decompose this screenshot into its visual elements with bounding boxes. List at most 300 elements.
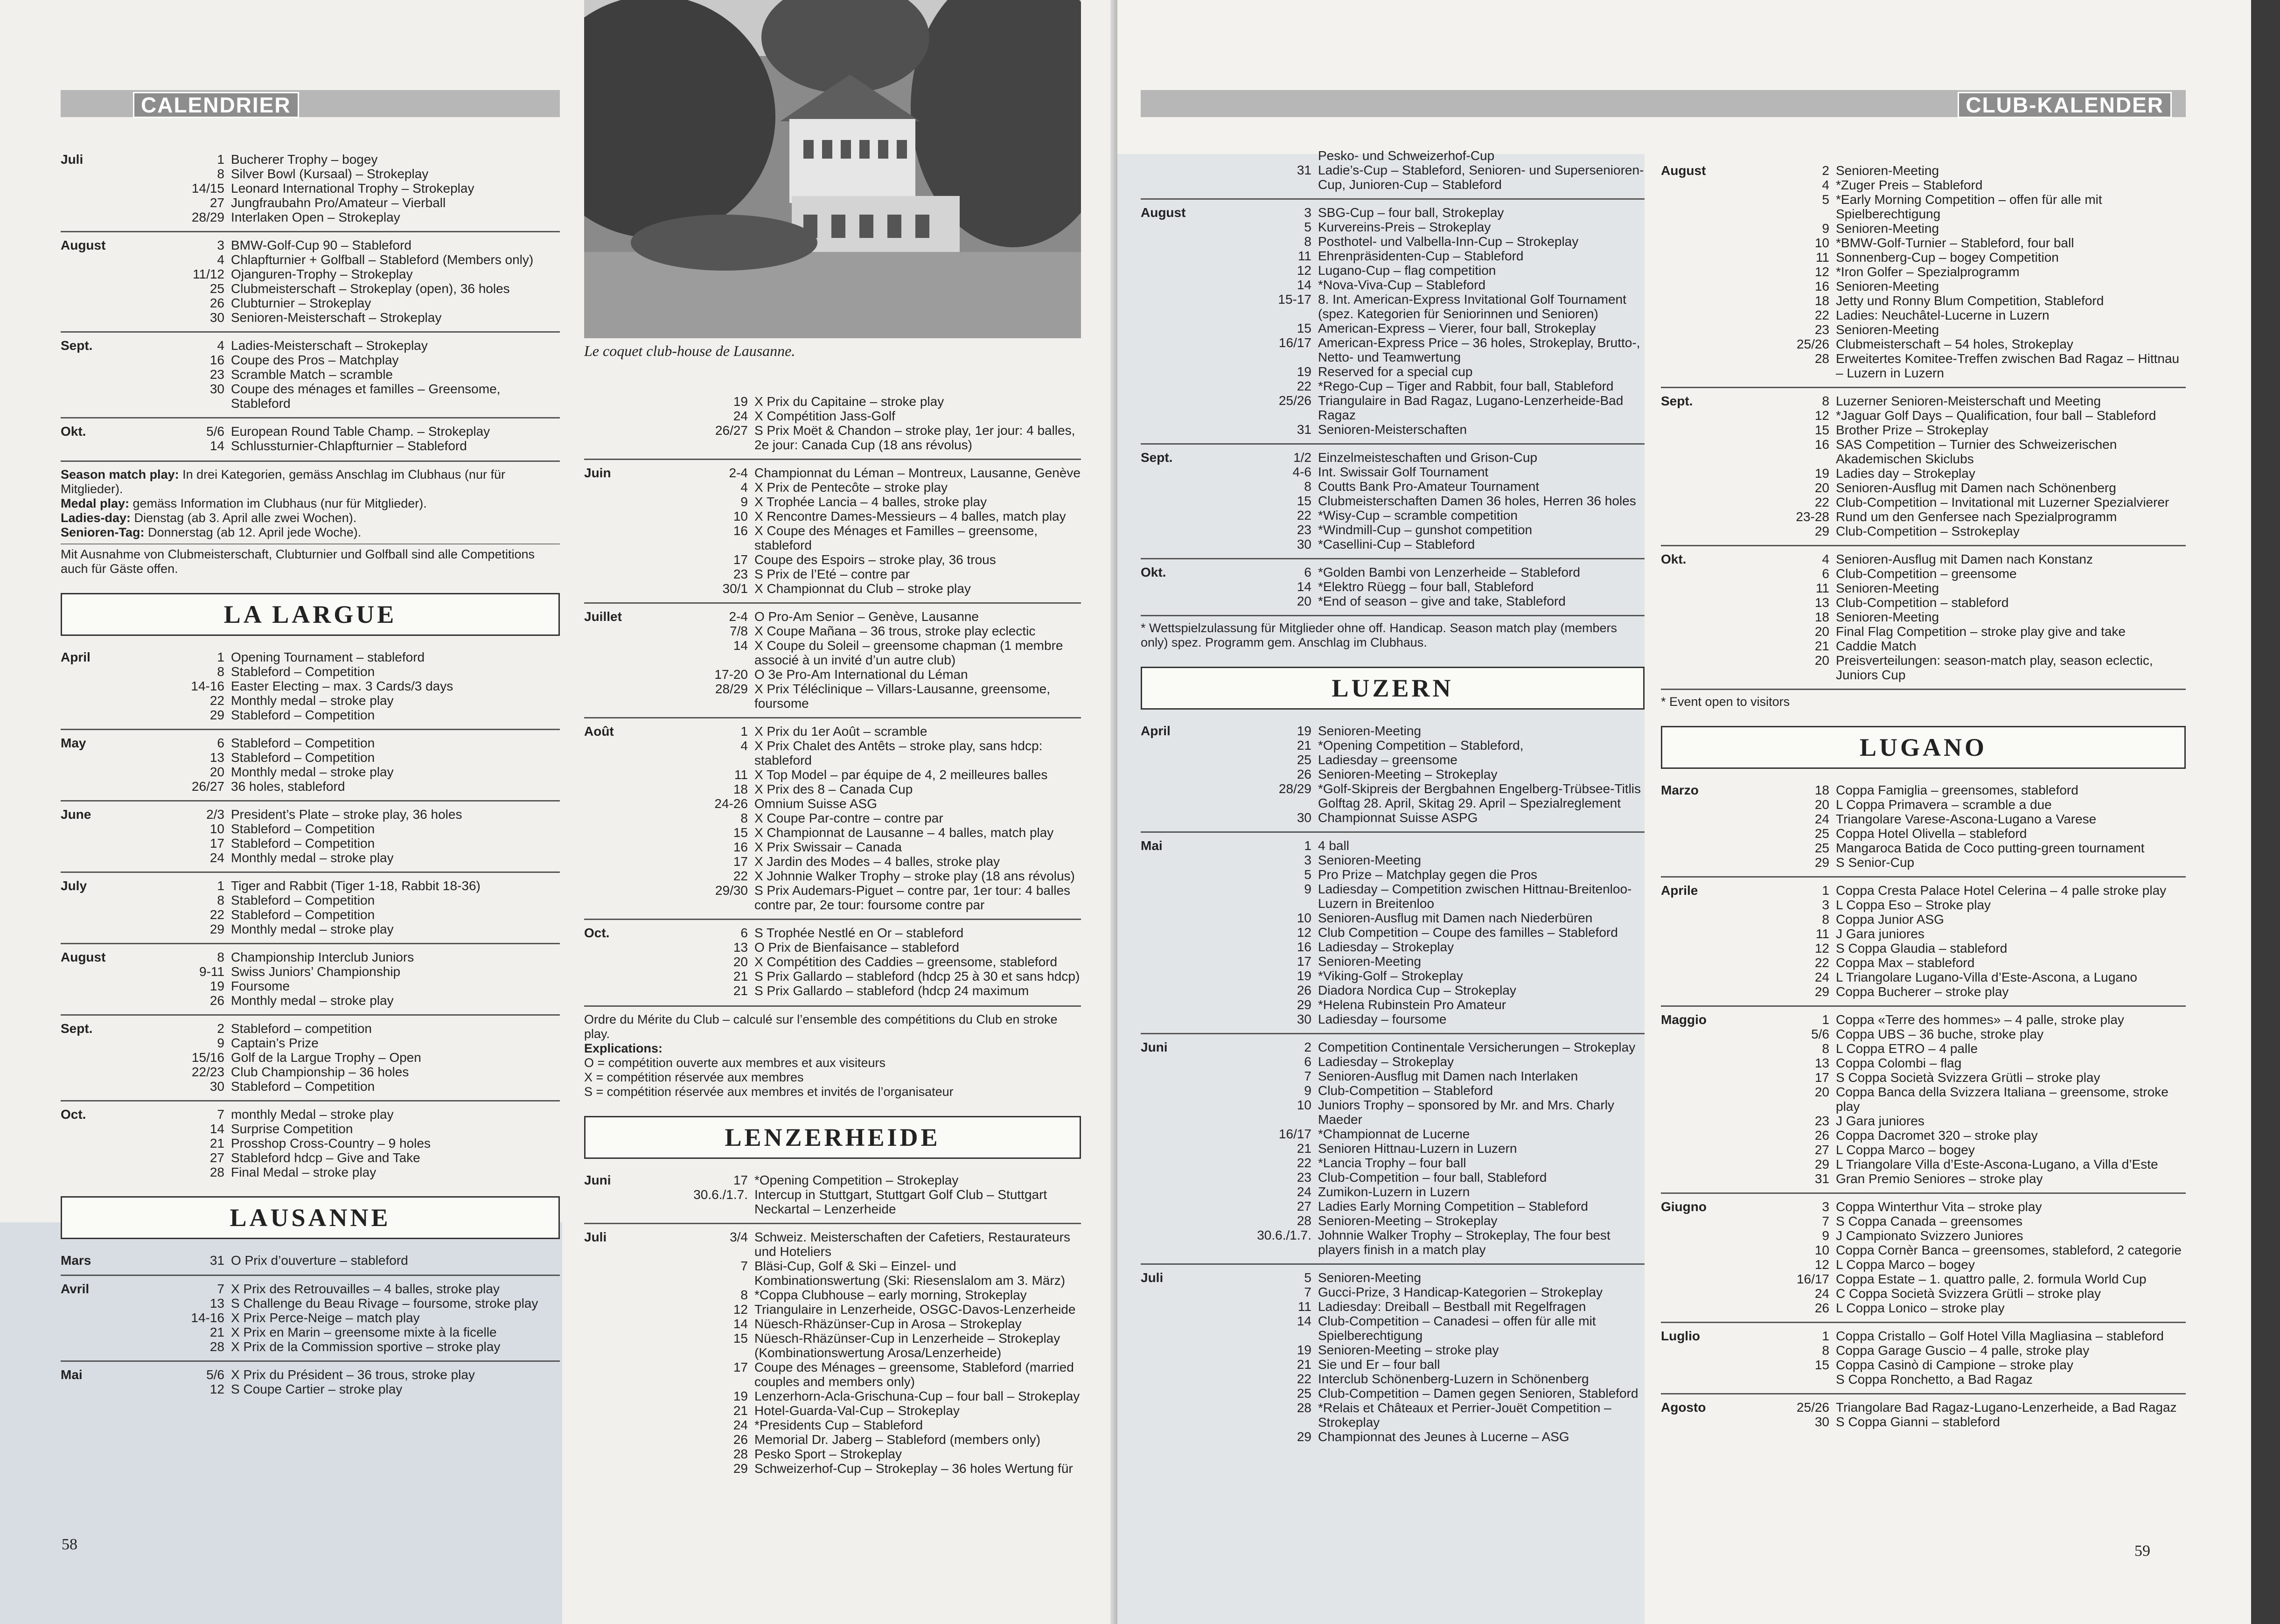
calendar-entry [654,423,1081,452]
entry-date: 18 [733,782,748,796]
calendar-entry [1743,178,2186,192]
month-entries [131,338,560,411]
entry-event: S Senior-Cup [1836,855,1915,870]
entry-event: X Jardin des Modes – 4 balles, stroke play [754,854,1000,869]
entry-event: X Prix des 8 – Canada Cup [754,782,913,796]
entry-event: Foursome [231,979,290,993]
calendar-entry [1215,940,1645,954]
entry-event: Nüesch-Rhäzünser-Cup in Arosa – Strokeplay [754,1317,1022,1331]
entry-event: Stableford – Competition [231,736,375,750]
entry-date: 27 [1814,1143,1829,1157]
calendar-entry [654,869,1081,883]
calendar-entry [1743,1012,2186,1027]
entry-event: Stableford – Competition [231,893,375,907]
entry-date: 1/2 [1293,450,1311,465]
calendar-entry [131,252,560,267]
calendar-entry [1215,148,1645,163]
calendar-entry [1215,321,1645,335]
calendar-entry [654,523,1081,552]
entry-date: 10 [1814,236,1829,250]
calendar-entry [654,1187,1081,1216]
month-entries [1215,565,1645,608]
entry-event: Club-Competition – stableford [1836,595,2009,610]
entry-date: 6 [1304,1054,1311,1069]
lausanne-continued [654,394,1081,452]
entry-event: Senioren-Meeting [1318,853,1422,867]
club-title-luzern: LUZERN [1141,667,1645,710]
month-entries [131,1282,560,1354]
entry-event: L Coppa Marco – bogey [1836,1257,1975,1272]
calendar-entry [1743,322,2186,337]
entry-date: 31 [1814,1171,1829,1186]
club-kalender-header-label: CLUB-KALENDER [1958,92,2172,118]
entry-event: Coupe des Ménages – greensome, Stableford (married couples and members only) [754,1360,1074,1389]
month-entries [1215,1270,1645,1444]
calendar-entry [1215,1170,1645,1185]
calendar-entry [1743,1228,2186,1243]
calendar-entry [1743,841,2186,855]
entry-date: 15 [733,825,748,840]
calendar-entry [131,750,560,765]
month-name: Sept. [1141,450,1173,465]
entry-event: SAS Competition – Turnier des Schweizerischen Akademischen Skiclubs [1836,437,2117,466]
calendar-entry [1215,1012,1645,1026]
month-block [1141,443,1645,551]
entry-event: Kurvereins-Preis – Strokeplay [1318,220,1491,234]
month-name: Mai [61,1367,83,1382]
entry-date: 30 [1297,810,1311,825]
entry-date: 29/30 [715,883,748,898]
entry-date: 22 [733,869,748,883]
entry-event: Ladies-Meisterschaft – Strokeplay [231,338,428,353]
month-name: Juli [584,1230,607,1244]
entry-event: Sie und Er – four ball [1318,1357,1440,1372]
entry-date: 22 [209,907,224,922]
entry-event: *Golf-Skipreis der Bergbahnen Engelberg-Trübsee-Titlis Golftag 28. April, Skitag 29. April – Spezialreglement [1318,781,1641,810]
calendar-entry [1743,221,2186,236]
calendar-entry [1215,1040,1645,1054]
entry-event: Club-Competition – Invitational mit Luzerner Spezialvierer [1836,495,2169,509]
entry-date: 20 [1297,594,1311,608]
entry-date: 21 [733,1403,748,1418]
entry-date: 14 [733,1317,748,1331]
calendar-entry [1743,912,2186,927]
entry-event: Coppa Cresta Palace Hotel Celerina – 4 palle stroke play [1836,883,2167,898]
entry-date: 16 [1814,437,1829,452]
entry-event: X Championnat du Club – stroke play [754,581,971,596]
entry-event: Championnat du Léman – Montreux, Lausanne, Genève [754,466,1081,480]
calendar-entry [1215,882,1645,911]
entry-event: Competition Continentale Versicherungen – Strokeplay [1318,1040,1636,1054]
entry-event: L Coppa Marco – bogey [1836,1143,1975,1157]
lausanne-explanations [584,1005,1081,1099]
entry-date: 9 [740,495,748,509]
calendar-entry [131,424,560,439]
month-name: Juli [61,152,84,167]
entry-event: O Pro-Am Senior – Genève, Lausanne [754,609,979,624]
entry-date: 12 [1814,265,1829,279]
entry-event: Triangulaire in Lenzerheide, OSGC-Davos-Lenzerheide [754,1302,1076,1317]
month-name: August [61,238,106,252]
month-entries [1743,1199,2186,1315]
entry-event: Coppa Garage Guscio – 4 palle, stroke play [1836,1343,2090,1358]
calendar-entry [1215,969,1645,983]
entry-event: Coppa Cristallo – Golf Hotel Villa Magliasina – stableford [1836,1329,2164,1343]
entry-date: 24 [1814,812,1829,826]
entry-event: Monthly medal – stroke play [231,693,394,708]
entry-event: Hotel-Guarda-Val-Cup – Strokeplay [754,1403,960,1418]
calendar-entry [1215,1127,1645,1141]
calendar-entry [1215,465,1645,479]
note-text: gemäss Information im Clubhaus (nur für Mitglieder). [129,496,427,510]
calendar-entry [1743,1070,2186,1085]
entry-date: 24 [1297,1185,1311,1199]
competitions-footnote: Mit Ausnahme von Clubmeisterschaft, Clubturnier und Golfball sind alle Competitions auch für Gäste offen. [61,544,560,576]
calendar-entry [1743,236,2186,250]
month-block [61,152,560,224]
month-block [61,871,560,936]
entry-event: X Rencontre Dames-Messieurs – 4 balles, match play [754,509,1066,523]
entry-event: Senioren-Meeting [1836,581,1939,595]
calendar-entry [654,567,1081,581]
entry-event: Senioren-Ausflug mit Damen nach Niederbüren [1318,911,1593,925]
entry-event: Ladiesday – Competition zwischen Hittnau-Breitenloo-Luzern in Breitenloo [1318,882,1632,911]
calendar-entry [1743,970,2186,984]
calendar-entry [654,1461,1081,1476]
entry-event: X Coupe Par-contre – contre par [754,811,943,825]
entry-event: Coppa Famiglia – greensomes, stableford [1836,783,2078,797]
calendar-entry [131,1310,560,1325]
calendar-entry [654,667,1081,682]
entry-event: Coppa Bucherer – stroke play [1836,984,2009,999]
entry-event: Posthotel- und Valbella-Inn-Cup – Strokeplay [1318,234,1579,249]
calendar-entry [1215,422,1645,437]
entry-event: S Coppa Società Svizzera Grütli – stroke play [1836,1070,2100,1085]
calendar-entry [654,509,1081,523]
month-name: Okt. [1661,552,1687,566]
entry-date: 14 [1297,579,1311,594]
entry-event: X Prix Téléclinique – Villars-Lausanne, greensome, foursome [754,682,1050,711]
calendar-entry [1215,1141,1645,1156]
calendar-entry [1743,423,2186,437]
entry-event: Diadora Nordica Cup – Strokeplay [1318,983,1516,997]
entry-event: Senioren-Meisterschaft – Strokeplay [231,310,442,325]
entry-date: 20 [1814,624,1829,639]
entry-date: 2-4 [729,609,748,624]
entry-date: 5 [1822,192,1829,207]
entry-date: 26 [209,993,224,1008]
entry-date: 22 [1297,1156,1311,1170]
entry-date: 26 [733,1432,748,1447]
entry-event: S Trophée Nestlé en Or – stableford [754,926,964,940]
entry-date: 16/17 [1796,1272,1829,1286]
entry-event: Zumikon-Luzern in Luzern [1318,1185,1470,1199]
month-entries [1215,724,1645,825]
entry-event: *Casellini-Cup – Stableford [1318,537,1475,551]
calendar-entry [1215,911,1645,925]
month-entries [131,1021,560,1094]
calendar-entry [1743,898,2186,912]
entry-event: *Helena Rubinstein Pro Amateur [1318,997,1506,1012]
entry-date: 25/26 [1796,1400,1829,1415]
calendar-entry [131,664,560,679]
calendar-entry [654,840,1081,854]
calendrier-header-label: CALENDRIER [133,92,299,118]
entry-date: 15 [1297,494,1311,508]
entry-event: X Championnat de Lausanne – 4 balles, match play [754,825,1054,840]
calendar-entry [1215,1156,1645,1170]
entry-event: 36 holes, stableford [231,779,345,794]
entry-date: 1 [1822,1012,1829,1027]
entry-date: 30 [209,382,224,396]
calendar-entry [1743,610,2186,624]
entry-event: *Opening Competition – Strokeplay [754,1173,959,1187]
entry-date: 9 [217,1036,224,1050]
calendar-entry [1215,1199,1645,1213]
explanation-o: O = compétition ouverte aux membres et aux visiteurs [584,1056,886,1070]
entry-event: X Compétition Jass-Golf [754,409,895,423]
note-label: Senioren-Tag: [61,525,145,539]
entry-date: 22 [209,693,224,708]
entry-date: 28 [209,1165,224,1179]
calendar-entry [1215,1429,1645,1444]
entry-date: 17 [733,854,748,869]
calendar-entry [654,1432,1081,1447]
month-entries [131,950,560,1008]
month-name: Okt. [61,424,86,439]
entry-date: 19 [1297,364,1311,379]
entry-date: 17-20 [714,667,748,682]
entry-date: 17 [733,1173,748,1187]
entry-event: *Presidents Cup – Stableford [754,1418,923,1432]
entry-event: Luzerner Senioren-Meisterschaft und Meeting [1836,394,2101,408]
month-name: Giugno [1661,1199,1707,1214]
entry-event: Senioren-Ausflug mit Damen nach Schönenberg [1836,481,2116,495]
entry-event: Memorial Dr. Jaberg – Stableford (members only) [754,1432,1041,1447]
calendar-entry [1743,265,2186,279]
entry-date: 21 [1297,1357,1311,1372]
calendar-entry [654,739,1081,767]
entry-date: 17 [1814,1070,1829,1085]
calendar-entry [131,152,560,167]
entry-event: Silver Bowl (Kursaal) – Strokeplay [231,167,429,181]
calendar-entry [1215,594,1645,608]
entry-event: J Gara juniores [1836,927,1924,941]
entry-event: S Coppa Canada – greensomes [1836,1214,2023,1228]
month-block [1141,558,1645,608]
entry-date: 15 [1814,423,1829,437]
calendar-entry [1743,595,2186,610]
entry-date: 28 [1297,1213,1311,1228]
lenzerheide-footnote: * Wettspielzulassung für Mitglieder ohne off. Handicap. Season match play (members only) spez. Programm gem. Anschlag im Clubhaus. [1141,615,1645,650]
entry-date: 19 [1297,724,1311,738]
calendar-entry [131,836,560,850]
entry-date: 29 [1297,997,1311,1012]
calendar-entry [131,708,560,722]
entry-date: 18 [1814,610,1829,624]
entry-event: Club-Competition – Stableford [1318,1083,1493,1098]
entry-date: 29 [209,708,224,722]
month-entries [1215,205,1645,437]
calendar-entry [131,1107,560,1122]
calendar-entry [1743,1286,2186,1301]
entry-event: X Compétition des Caddies – greensome, stableford [754,955,1058,969]
entry-date: 28/29 [191,210,224,224]
entry-date: 14 [209,439,224,453]
entry-event: S Prix de l’Eté – contre par [754,567,910,581]
entry-event: Einzelmeisteschaften und Grison-Cup [1318,450,1538,465]
month-entries [654,1173,1081,1216]
calendar-entry [1215,234,1645,249]
entry-date: 27 [209,1150,224,1165]
entry-event: Prosshop Cross-Country – 9 holes [231,1136,431,1150]
entry-date: 10 [1297,1098,1311,1112]
entry-event: Senioren-Meeting [1318,724,1422,738]
calendar-entry [1743,1358,2186,1372]
entry-event: Coppa Dacromet 320 – stroke play [1836,1128,2038,1143]
month-entries [131,1107,560,1179]
calendar-entry [654,983,1081,998]
entry-event: S Coppa Ronchetto, a Bad Ragaz [1836,1372,2033,1387]
calendar-entry [1743,581,2186,595]
entry-event: O Prix de Bienfaisance – stableford [754,940,959,955]
calendar-entry [1743,495,2186,509]
month-name: Aprile [1661,883,1698,898]
month-block [1661,783,2186,870]
month-entries [1743,1012,2186,1186]
month-entries [1215,450,1645,551]
calendar-entry [654,1389,1081,1403]
entry-date: 26 [1297,983,1311,997]
month-block [1141,1263,1645,1444]
entry-event: *End of season – give and take, Stableford [1318,594,1566,608]
entry-date: 1 [217,650,224,664]
clubhouse-photo [584,0,1081,338]
explanation-ordre: Ordre du Mérite du Club – calculé sur l’ensemble des compétitions du Club en stroke play. [584,1012,1058,1041]
calendar-entry [1743,653,2186,682]
month-name: August [1661,163,1706,178]
entry-event: Ladies day – Strokeplay [1836,466,1975,481]
calendar-entry [654,1302,1081,1317]
calendar-entry [131,281,560,296]
entry-event: Pesko- und Schweizerhof-Cup [1318,148,1495,163]
calendar-entry [654,955,1081,969]
entry-date [1743,1372,1836,1387]
entry-event: Coppa Junior ASG [1836,912,1944,927]
calendar-entry [1215,781,1645,810]
entry-date: 27 [209,195,224,210]
entry-date: 19 [733,394,748,409]
entry-event: Senioren-Meeting [1836,279,1939,293]
calendar-entry [131,1065,560,1079]
entry-date: 8 [1304,234,1311,249]
entry-date: 13 [1814,1056,1829,1070]
calendar-entry [131,822,560,836]
entry-event: *Windmill-Cup – gunshot competition [1318,523,1533,537]
entry-date: 13 [1814,595,1829,610]
calendar-entry [654,1288,1081,1302]
month-block [584,1223,1081,1476]
entry-event: Opening Tournament – stableford [231,650,425,664]
entry-event: Chlapfturnier + Golfball – Stableford (Members only) [231,252,534,267]
entry-event: BMW-Golf-Cup 90 – Stableford [231,238,411,252]
calendar-entry [1215,954,1645,969]
entry-event: Lugano-Cup – flag competition [1318,263,1496,278]
entry-event: *Iron Golfer – Spezialprogramm [1836,265,2020,279]
entry-event: Stableford – competition [231,1021,372,1036]
entry-event: Monthly medal – stroke play [231,850,394,865]
entry-event: Senioren-Meeting – stroke play [1318,1343,1499,1357]
entry-date: 30 [1814,1415,1829,1429]
month-entries [131,424,560,453]
entry-date: 23 [733,567,748,581]
entry-event: Stableford – Competition [231,1079,375,1094]
entry-event: S Coppa Gianni – stableford [1836,1415,2000,1429]
entry-date: 26 [1814,1301,1829,1315]
entry-date: 8 [1822,1041,1829,1056]
month-name: May [61,736,86,750]
month-block [1141,724,1645,825]
calendar-entry [654,552,1081,567]
entry-event: Interclub Schönenberg-Luzern in Schönenberg [1318,1372,1589,1386]
entry-date: 30 [209,310,224,325]
entry-event: *Jaguar Golf Days – Qualification, four ball – Stableford [1836,408,2156,423]
calendar-entry [1743,1157,2186,1171]
calendar-entry [1743,509,2186,524]
entry-event: Championnat des Jeunes à Lucerne – ASG [1318,1429,1569,1444]
entry-date: 30.6./1.7. [1257,1228,1311,1242]
entry-date: 2 [217,1021,224,1036]
calendar-entry [654,682,1081,711]
entry-event: X Prix du 1er Août – scramble [754,724,927,739]
entry-date: 5 [1304,867,1311,882]
note-text: Dienstag (ab 3. April alle zwei Wochen). [131,511,357,525]
calendar-entry [131,1050,560,1065]
entry-event: Interlaken Open – Strokeplay [231,210,400,224]
entry-date: 22 [1297,1372,1311,1386]
entry-date: 23 [1297,523,1311,537]
calendar-entry [1743,1372,2186,1387]
month-block [584,459,1081,596]
calendar-entry [1215,838,1645,853]
entry-event: L Coppa ETRO – 4 palle [1836,1041,1978,1056]
entry-event: *Rego-Cup – Tiger and Rabbit, four ball, Stableford [1318,379,1614,393]
entry-event: Senioren-Meeting [1318,954,1422,969]
entry-event: Schlussturnier-Chlapfturnier – Stableford [231,439,467,453]
calendar-entry [654,466,1081,480]
entry-event: Clubmeisterschaft – 54 holes, Strokeplay [1836,337,2073,351]
calendar-entry [1743,639,2186,653]
calendar-entry [1215,1069,1645,1083]
entry-date: 21 [1297,1141,1311,1156]
entry-event: Club-Competition – Canadesi – offen für alle mit Spielberechtigung [1318,1314,1596,1343]
calendar-entry [1743,1272,2186,1286]
entry-event: President’s Plate – stroke play, 36 holes [231,807,462,822]
entry-date: 15 [733,1331,748,1345]
entry-event: 4 ball [1318,838,1349,853]
month-name: Juni [584,1173,611,1187]
month-entries [654,609,1081,711]
calendar-entry [131,367,560,382]
entry-date: 8 [740,1288,748,1302]
entry-event: Coupe des Pros – Matchplay [231,353,399,367]
calendar-entry [131,267,560,281]
calendar-entry [131,1339,560,1354]
entry-event: S Coppa Glaudia – stableford [1836,941,2008,955]
calendar-entry [131,693,560,708]
entry-date: 6 [1822,566,1829,581]
calendar-entry [1743,552,2186,566]
